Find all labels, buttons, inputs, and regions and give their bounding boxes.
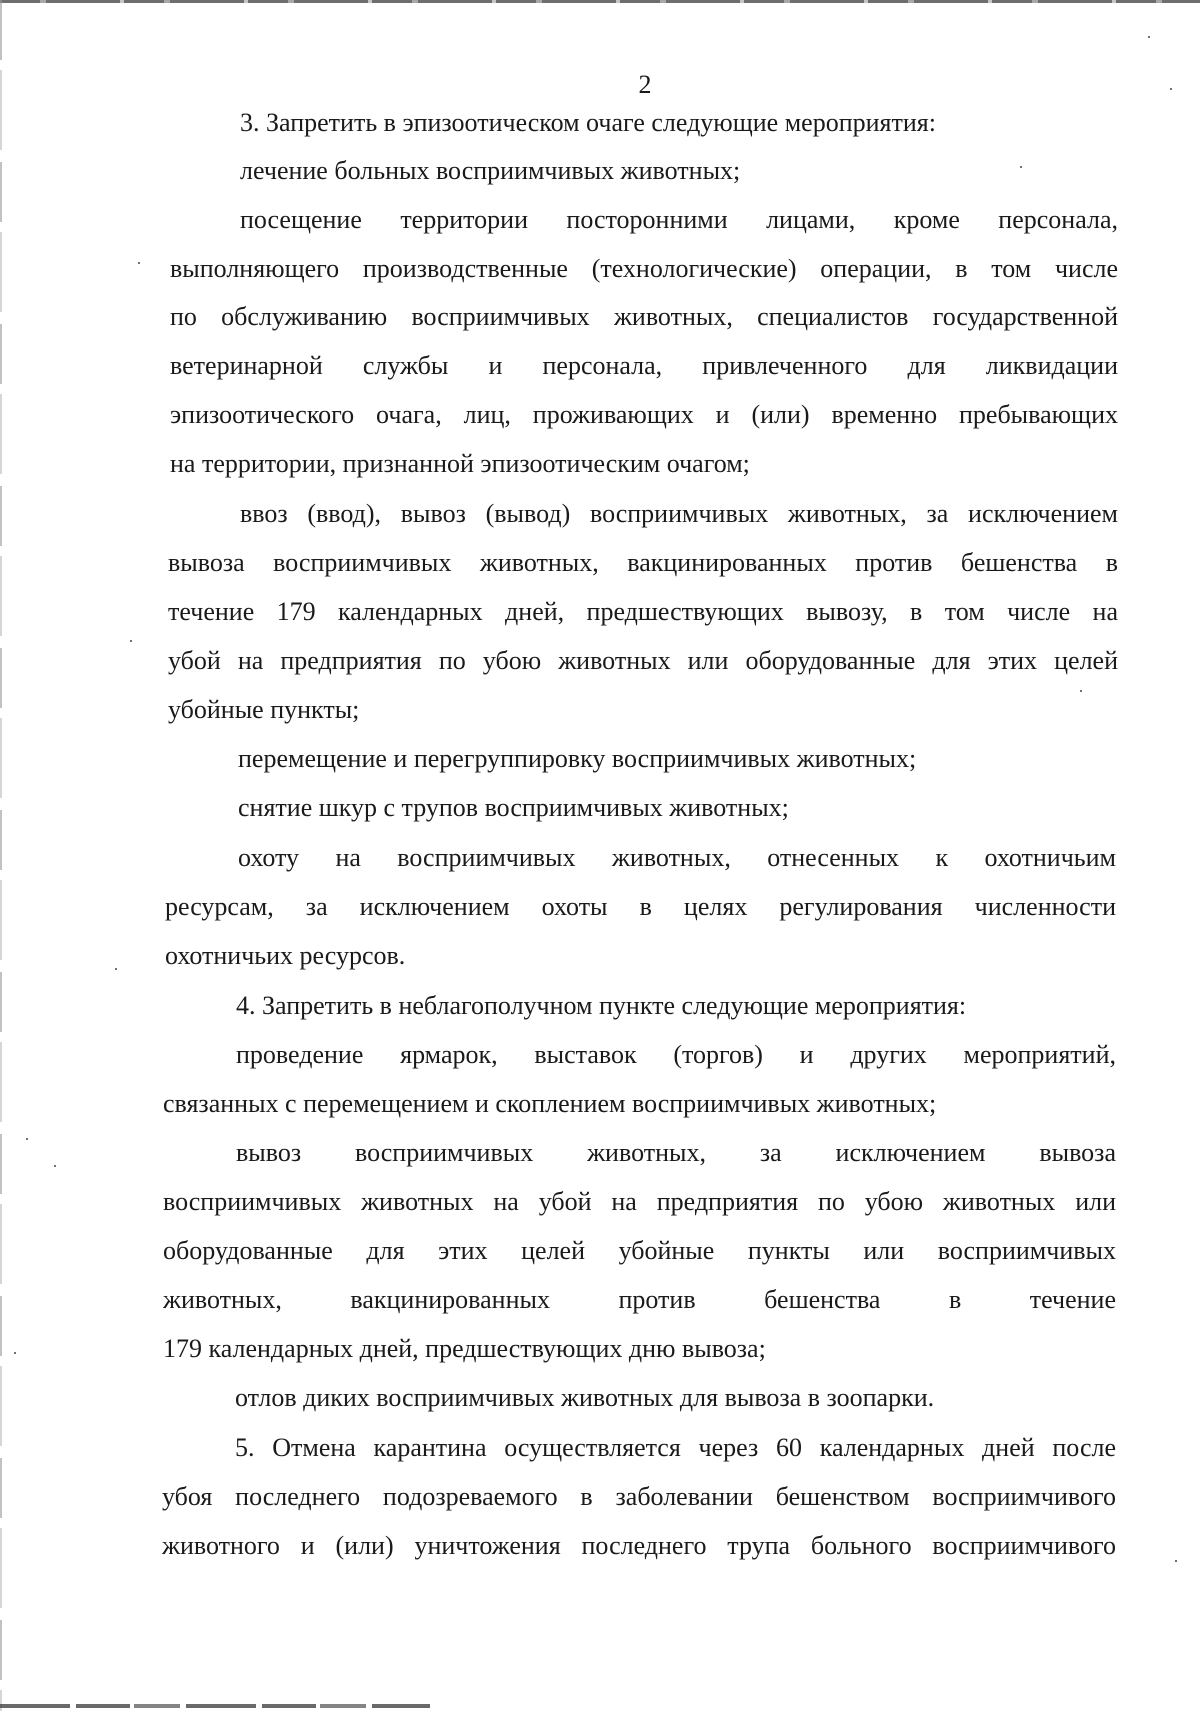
scan-top-edge bbox=[0, 0, 1200, 3]
scan-bottom-edge bbox=[0, 1704, 430, 1708]
text-line: посещение территории посторонними лицами, кроме персонала, bbox=[240, 205, 1118, 234]
scan-speck bbox=[1080, 690, 1082, 692]
text-line: перемещение и перегруппировку восприимчивых животных; bbox=[238, 744, 917, 773]
text-line: на территории, признанной эпизоотическим очагом; bbox=[170, 449, 750, 478]
scan-speck bbox=[115, 968, 117, 970]
text-line: охоту на восприимчивых животных, отнесенных к охотничьим bbox=[238, 843, 1116, 872]
text-line: оборудованные для этих целей убойные пункты или восприимчивых bbox=[163, 1236, 1116, 1265]
text-line: отлов диких восприимчивых животных для вывоза в зоопарки. bbox=[235, 1383, 935, 1412]
scan-left-edge bbox=[0, 0, 2, 1711]
scan-speck bbox=[138, 262, 140, 264]
text-line: по обслуживанию восприимчивых животных, специалистов государственной bbox=[170, 302, 1118, 331]
text-line: эпизоотического очага, лиц, проживающих и (или) временно пребывающих bbox=[170, 400, 1118, 429]
text-line: убойные пункты; bbox=[168, 695, 360, 724]
text-line: ветеринарной службы и персонала, привлеченного для ликвидации bbox=[170, 351, 1118, 380]
text-line: 179 календарных дней, предшествующих дню вывоза; bbox=[163, 1334, 766, 1363]
scan-speck bbox=[1148, 36, 1150, 38]
scan-speck bbox=[130, 640, 132, 642]
page-number: 2 bbox=[638, 70, 652, 99]
text-line: убоя последнего подозреваемого в заболевании бешенством восприимчивого bbox=[162, 1482, 1116, 1511]
text-line: 4. Запретить в неблагополучном пункте следующие мероприятия: bbox=[236, 991, 967, 1020]
text-line: 3. Запретить в эпизоотическом очаге следующие мероприятия: bbox=[240, 108, 936, 137]
text-line: выполняющего производственные (технологические) операции, в том числе bbox=[170, 254, 1118, 283]
text-line: животного и (или) уничтожения последнего трупа больного восприимчивого bbox=[162, 1531, 1116, 1560]
text-line: охотничьих ресурсов. bbox=[165, 941, 406, 970]
text-line: связанных с перемещением и скоплением восприимчивых животных; bbox=[163, 1089, 937, 1118]
text-line: животных, вакцинированных против бешенства в течение bbox=[163, 1285, 1116, 1314]
text-line: проведение ярмарок, выставок (торгов) и других мероприятий, bbox=[236, 1040, 1116, 1069]
text-line: 5. Отмена карантина осуществляется через 60 календарных дней после bbox=[235, 1433, 1116, 1462]
scan-speck bbox=[14, 1352, 16, 1354]
text-line: снятие шкур с трупов восприимчивых животных; bbox=[238, 793, 789, 822]
text-line: течение 179 календарных дней, предшествующих вывозу, в том числе на bbox=[168, 597, 1118, 626]
text-line: убой на предприятия по убою животных или оборудованные для этих целей bbox=[168, 646, 1118, 675]
text-line: вывоз восприимчивых животных, за исключением вывоза bbox=[236, 1138, 1116, 1167]
scan-speck bbox=[1020, 166, 1022, 168]
scan-speck bbox=[54, 1165, 56, 1167]
text-line: ресурсам, за исключением охоты в целях регулирования численности bbox=[165, 892, 1116, 921]
text-line: ввоз (ввод), вывоз (вывод) восприимчивых животных, за исключением bbox=[240, 499, 1118, 528]
text-line: вывоза восприимчивых животных, вакцинированных против бешенства в bbox=[168, 548, 1118, 577]
text-line: лечение больных восприимчивых животных; bbox=[240, 156, 741, 185]
scan-speck bbox=[26, 1138, 28, 1140]
text-line: восприимчивых животных на убой на предприятия по убою животных или bbox=[163, 1187, 1116, 1216]
scan-speck bbox=[1175, 1560, 1177, 1562]
